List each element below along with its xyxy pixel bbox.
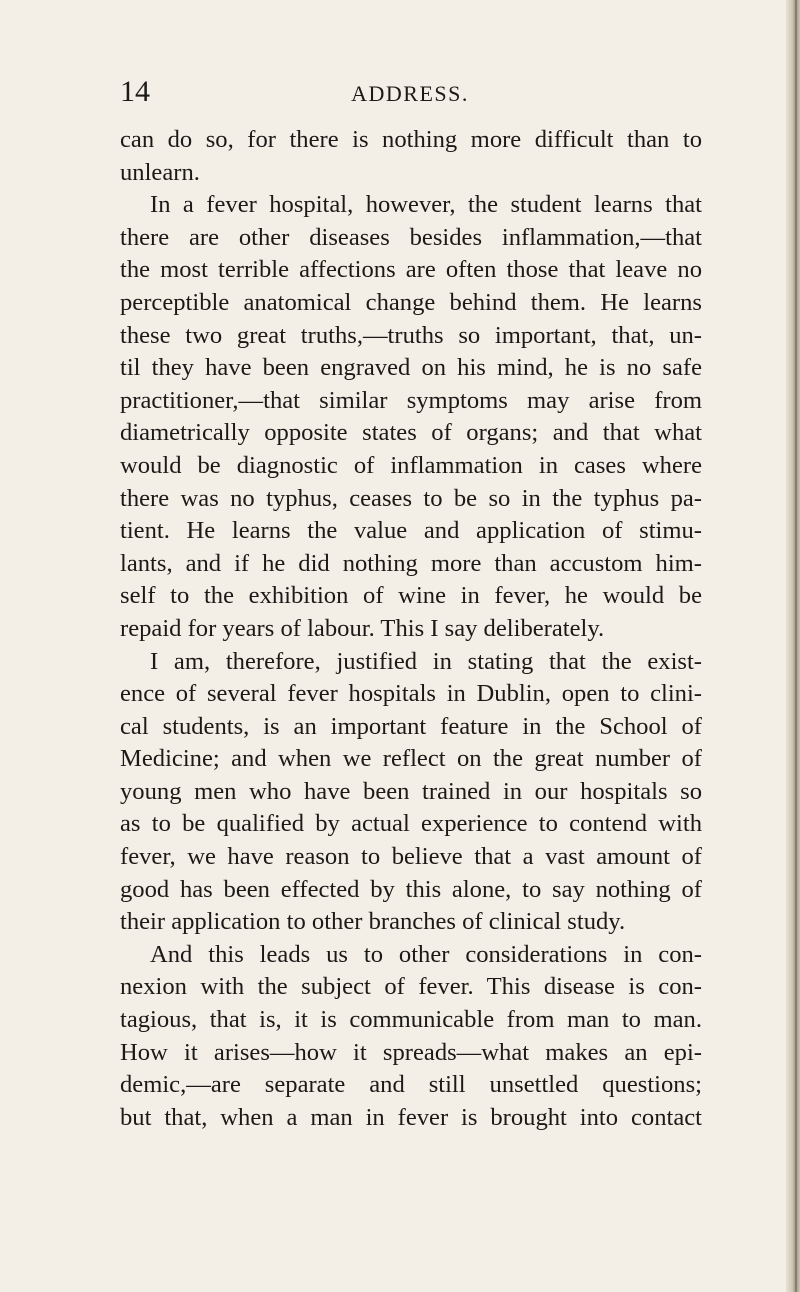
text-line: fever, we have reason to believe that a vast amount of xyxy=(120,843,702,871)
text-line: demic,—are separate and still unsettled questions; xyxy=(120,1071,702,1099)
text-line: perceptible anatomical change behind them. He learns xyxy=(120,288,702,316)
text-line: these two great truths,—truths so important, that, un- xyxy=(120,321,702,349)
text-line: ence of several fever hospitals in Dublin, open to clini- xyxy=(120,680,702,708)
text-line: the most terrible affections are often those that leave no xyxy=(120,256,702,284)
text-line: How it arises—how it spreads—what makes an epi- xyxy=(120,1038,702,1066)
text-line: practitioner,—that similar symptoms may arise from xyxy=(120,386,702,414)
text-line: but that, when a man in fever is brought into contact xyxy=(120,1103,702,1131)
running-head: ADDRESS. xyxy=(351,81,469,106)
text-line: cal students, is an important feature in the School of xyxy=(120,712,702,740)
text-line: tient. He learns the value and application of stimu- xyxy=(120,517,702,545)
text-line: repaid for years of labour. This I say deliberately. xyxy=(120,614,605,642)
page-number: 14 xyxy=(120,75,150,108)
text-line: diametrically opposite states of organs; and that what xyxy=(120,419,702,447)
page-edge-shadow xyxy=(786,0,800,1292)
text-line: And this leads us to other considerations in con- xyxy=(150,940,702,968)
page-header xyxy=(120,72,700,112)
text-line: tagious, that is, it is communicable from man to man. xyxy=(120,1006,702,1034)
text-line: til they have been engraved on his mind, he is no safe xyxy=(120,354,702,382)
text-line: self to the exhibition of wine in fever, he would be xyxy=(120,582,702,610)
text-line: nexion with the subject of fever. This disease is con- xyxy=(120,973,702,1001)
text-line: as to be qualified by actual experience to contend with xyxy=(120,810,702,838)
text-line: unlearn. xyxy=(120,158,200,186)
text-line: their application to other branches of clinical study. xyxy=(120,908,626,936)
text-line: Medicine; and when we reflect on the great number of xyxy=(120,745,702,773)
text-line: I am, therefore, justified in stating that the exist- xyxy=(150,647,702,675)
text-line: can do so, for there is nothing more difficult than to xyxy=(120,126,702,153)
text-line: good has been effected by this alone, to say nothing of xyxy=(120,875,702,903)
text-line: there are other diseases besides inflammation,—that xyxy=(120,223,702,251)
text-line: young men who have been trained in our hospitals so xyxy=(120,777,702,805)
text-line: there was no typhus, ceases to be so in the typhus pa- xyxy=(120,484,702,512)
body-text xyxy=(120,124,702,1134)
text-line: In a fever hospital, however, the student learns that xyxy=(150,191,702,219)
text-line: would be diagnostic of inflammation in cases where xyxy=(120,451,702,479)
text-line: lants, and if he did nothing more than accustom him- xyxy=(120,549,702,577)
